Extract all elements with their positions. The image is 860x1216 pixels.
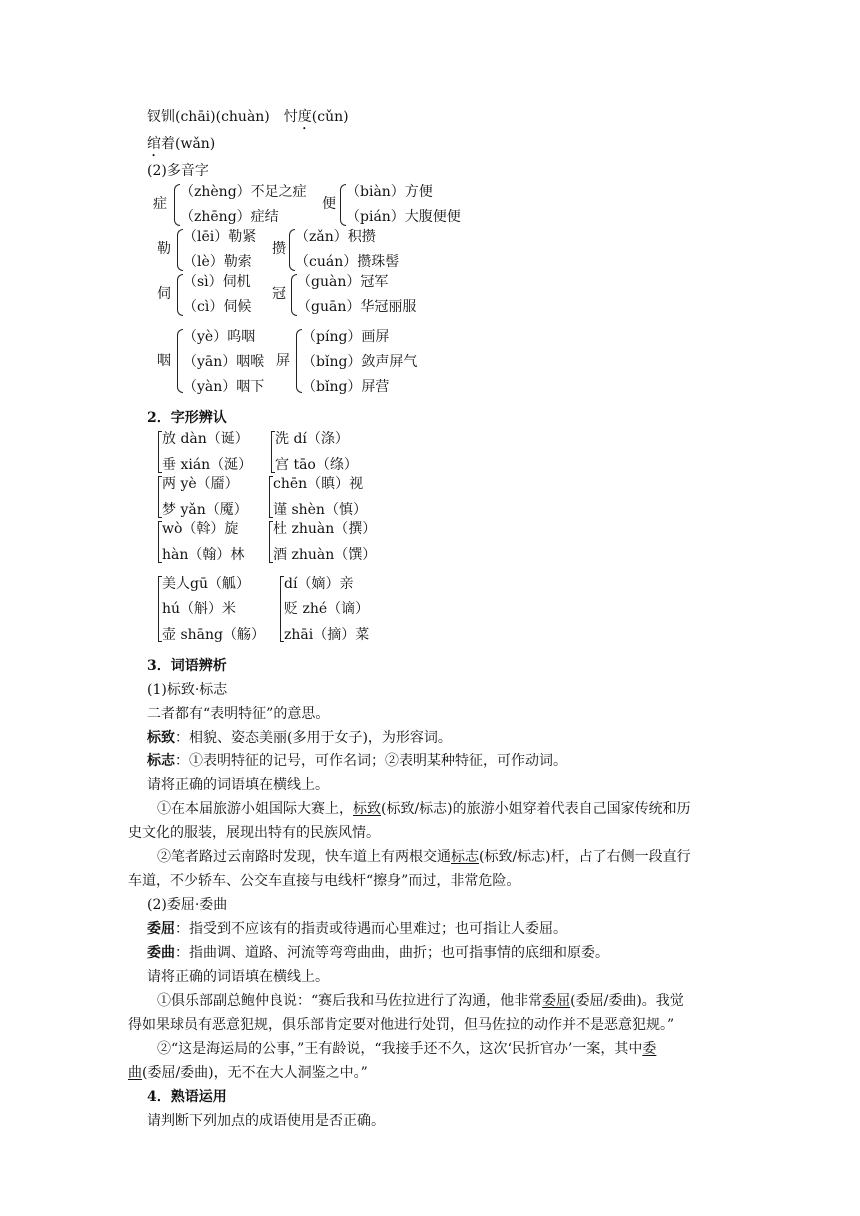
definition-3: 委屈：指受到不应该有的指责或待遇而心里难过；也可指让人委屈。 [147, 921, 567, 937]
polyphone-char: 攒 [272, 241, 286, 257]
pinyin-line-1: 钗钏(chāi)(chuàn) 忖度(cǔn) [147, 109, 349, 125]
instruction-1: 请将正确的词语填在横线上。 [147, 777, 329, 793]
polyphone-item: （lēi）勒紧 [183, 229, 257, 245]
polyphone-item: （bǐng）敛声屏气 [302, 354, 418, 370]
glyph-item: 谨 shèn（慎） [273, 502, 367, 518]
polyphone-char: 咽 [157, 353, 171, 369]
glyph-item: zhāi（摘）菜 [284, 627, 370, 643]
polyphone-item: （píng）画屏 [302, 329, 390, 345]
question-1-line-2: 史文化的服装，展现出特有的民族风情。 [128, 825, 380, 841]
glyph-item: 贬 zhé（谪） [284, 601, 370, 617]
glyph-item: 洗 dí（涤） [275, 431, 349, 447]
polyphone-char: 勒 [157, 241, 171, 257]
glyph-item: 壶 shāng（觞） [162, 627, 265, 643]
polyphone-char: 伺 [157, 286, 171, 302]
definition-4: 委曲：指曲调、道路、河流等弯弯曲曲，曲折；也可指事情的底细和原委。 [147, 945, 609, 961]
section-4-heading: 4．熟语运用 [147, 1089, 227, 1105]
instruction-3: 请判断下列加点的成语使用是否正确。 [147, 1113, 385, 1129]
polyphone-item: （yè）呜咽 [183, 329, 256, 345]
question-3-line-1: ①俱乐部副总鲍仲良说：“赛后我和马佐拉进行了沟通，他非常委屈(委屈/委曲)。我觉 [157, 993, 684, 1009]
polyphone-char: 症 [153, 196, 167, 212]
pinyin-line-2: 绾着(wǎn) [147, 136, 216, 152]
polyphone-char: 冠 [272, 286, 286, 302]
question-2-line-2: 车道，不少轿车、公交车直接与电线杆“擦身”而过，非常危险。 [128, 873, 521, 889]
polyphone-char: 便 [322, 196, 336, 212]
definition-2: 标志：①表明特征的记号，可作名词；②表明某种特征，可作动词。 [147, 753, 567, 769]
glyph-item: 梦 yǎn（魇） [162, 502, 248, 518]
glyph-item: chēn（瞋）视 [273, 476, 364, 492]
polyphone-item: （biàn）方便 [346, 184, 433, 200]
polyphone-item: （cuán）攒珠髻 [295, 254, 400, 270]
section-2-heading: 2．字形辨认 [147, 410, 227, 426]
polyphone-char: 屏 [276, 353, 290, 369]
glyph-item: 放 dàn（诞） [162, 431, 249, 447]
polyphone-item: （guān）华冠丽服 [297, 299, 417, 315]
polyphone-item: （cì）伺候 [183, 299, 252, 315]
glyph-item: dí（嫡）亲 [284, 576, 354, 592]
glyph-item: 美人gū（觚） [162, 576, 250, 592]
subheading-1: (1)标致·标志 [147, 682, 228, 698]
glyph-item: 酒 zhuàn（馔） [273, 547, 377, 563]
question-1-line-1: ①在本届旅游小姐国际大赛上，标致(标致/标志)的旅游小姐穿着代表自己国家传统和历 [157, 801, 691, 817]
question-4-line-2: 曲(委屈/委曲)，无不在大人洞鉴之中。” [128, 1065, 368, 1081]
polyphone-item: （sì）伺机 [183, 274, 251, 290]
glyph-item: 垂 xián（涎） [162, 457, 253, 473]
polyphone-item: （yān）咽喉 [183, 354, 265, 370]
both-meaning: 二者都有“表明特征”的意思。 [147, 706, 330, 722]
polyphone-item: （pián）大腹便便 [346, 209, 461, 225]
glyph-item: hàn（翰）林 [162, 547, 245, 563]
instruction-2: 请将正确的词语填在横线上。 [147, 969, 329, 985]
glyph-item: hú（斛）米 [162, 601, 237, 617]
polyphone-item: （zhēng）症结 [180, 209, 279, 225]
polyphone-item: （zhèng）不足之症 [180, 184, 307, 200]
glyph-item: 两 yè（靥） [162, 476, 239, 492]
polyphone-item: （guàn）冠军 [297, 274, 389, 290]
polyphone-item: （zǎn）积攒 [295, 229, 376, 245]
subheading-2: (2)委屈·委曲 [147, 897, 228, 913]
polyphone-item: （yàn）咽下 [183, 379, 265, 395]
question-2-line-1: ②笔者路过云南路时发现，快车道上有两根交通标志(标致/标志)杆，占了右侧一段直行 [157, 849, 691, 865]
glyph-item: wò（斡）旋 [162, 521, 239, 537]
definition-1: 标致：相貌、姿态美丽(多用于女子)，为形容词。 [147, 730, 452, 746]
section-3-heading: 3．词语辨析 [147, 658, 227, 674]
polyphone-heading: (2)多音字 [147, 163, 209, 179]
polyphone-item: （lè）勒索 [183, 254, 252, 270]
glyph-item: 宫 tāo（绦） [275, 457, 358, 473]
glyph-item: 杜 zhuàn（撰） [273, 521, 377, 537]
polyphone-item: （bǐng）屏营 [302, 379, 390, 395]
question-4-line-1: ②“这是海运局的公事，”王有龄说，“我接手还不久，这次‘民折官办’一案，其中委 [157, 1041, 657, 1057]
question-3-line-2: 得如果球员有恶意犯规，俱乐部肯定要对他进行处罚，但马佐拉的动作并不是恶意犯规。” [128, 1017, 675, 1033]
